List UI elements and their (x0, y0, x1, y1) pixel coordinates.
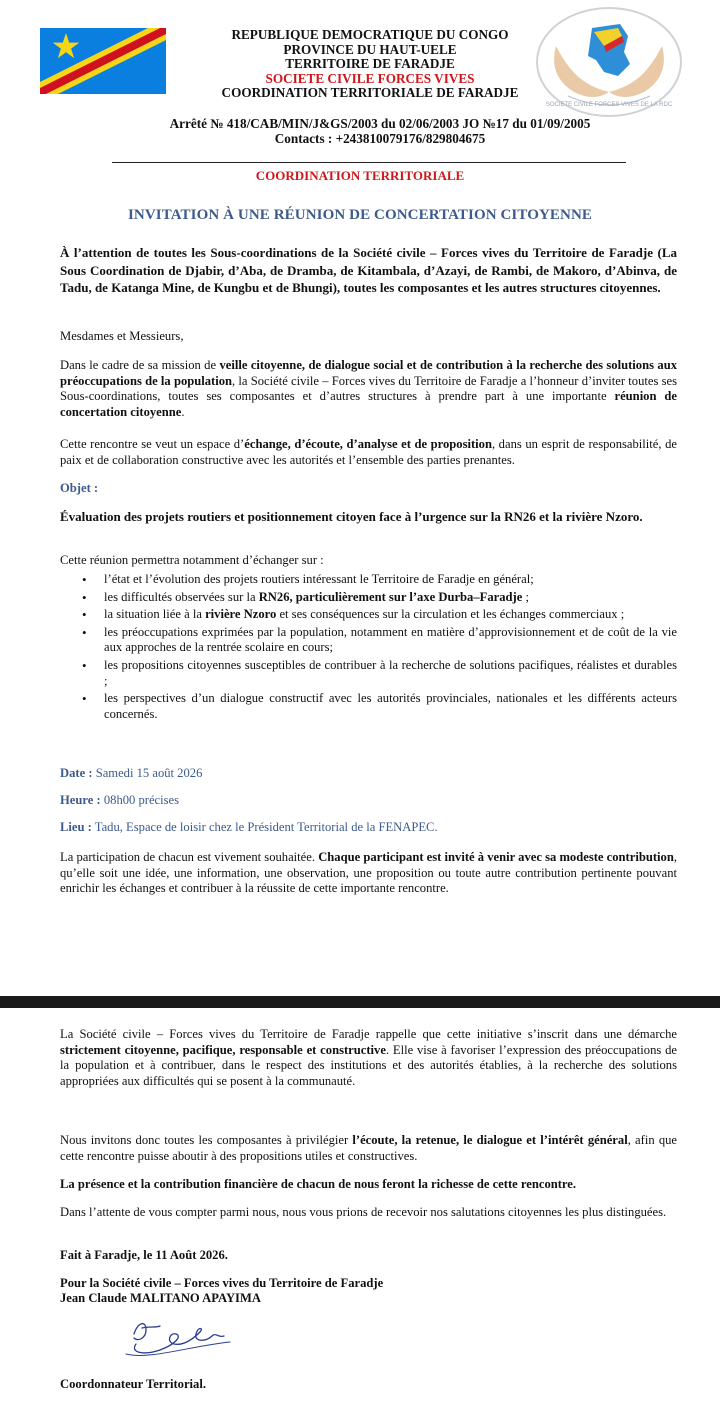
intro-paragraph: Dans le cadre de sa mission de veille citoyenne, de dialogue social et de contribution à la recherche des solutions aux préoccupations de la population, la Société civile – Forces vives du Territoire de Faradje a l’honneur d’inviter toutes ses Sous-coordinations, toutes ses composantes et d’autres structures à prendre part à une importante réunion de concertation citoyenne. (60, 358, 678, 419)
list-item: • les difficultés observées sur la RN26, particulièrement sur l’axe Durba–Faradje ; (60, 590, 677, 606)
presence-statement: La présence et la contribution financière de chacun de nous feront la richesse de cette rencontre. (60, 1177, 577, 1191)
contacts: Contacts : +243810079176/829804675 (274, 130, 486, 146)
place-date: Fait à Faradje, le 11 Août 2026. (60, 1248, 228, 1262)
header-divider (112, 162, 626, 163)
time-line: Heure : 08h00 précises (60, 793, 180, 807)
invite-paragraph: Nous invitons donc toutes les composantes à privilégier l’écoute, la retenue, le dialogue et l’intérêt général, afin que cette rencontre puisse aboutir à des propositions utiles et constructives. (60, 1133, 678, 1163)
purpose-paragraph: Cette rencontre se veut un espace d’échange, d’écoute, d’analyse et de proposition, dans un esprit de responsabilité, de paix et de collaboration constructive avec les autorités et l’ensemble des parties prenantes. (60, 437, 677, 467)
decree-reference: Arrêté № 418/CAB/MIN/J&GS/2003 du 02/06/2003 JO №17 du 01/09/2005 (169, 116, 591, 131)
country-name: REPUBLIQUE DEMOCRATIQUE DU CONGO (231, 27, 509, 42)
reminder-paragraph: La Société civile – Forces vives du Territoire de Faradje rappelle que cette initiative s’inscrit dans une démarche strictement citoyenne, pacifique, responsable et constructive. Elle vise à favoriser l’expression des préoccupations de la population et à contribuer, dans le respect des institutions et des autorités établies, à la recherche des solutions appropriées aux difficultés qui se posent à la communauté. (60, 1027, 677, 1088)
list-item: • les préoccupations exprimées par la population, notamment en matière d’approvisionnement et de coût de la vie aux approches de la rentrée scolaire en cours; (60, 625, 677, 656)
location-line: Lieu : Tadu, Espace de loisir chez le Président Territorial de la FENAPEC. (60, 820, 438, 834)
organization-name: SOCIETE CIVILE FORCES VIVES (265, 70, 475, 86)
signatory-title: Coordonnateur Territorial. (60, 1377, 206, 1391)
discussion-intro: Cette réunion permettra notamment d’échanger sur : (60, 553, 324, 567)
territory-name: TERRITOIRE DE FARADJE (285, 56, 455, 72)
signatory-block (60, 1276, 677, 1305)
salutation: Mesdames et Messieurs, (60, 329, 184, 343)
logo-text: SOCIETE CIVILE FORCES VIVES DE LA RDC (545, 102, 673, 108)
signatory-organization: Pour la Société civile – Forces vives du Territoire de Faradje (60, 1276, 384, 1290)
signatory-name: Jean Claude MALITANO APAYIMA (60, 1290, 261, 1305)
list-item: • les perspectives d’un dialogue constructif avec les autorités provinciales, nationales et les différents acteurs concernés. (60, 691, 677, 722)
participation-paragraph: La participation de chacun est vivement souhaitée. Chaque participant est invité à venir avec sa modeste contribution, qu’elle soit une idée, une information, une observation, une proposition ou toute autre contribution pertinente pouvant enrichir les échanges et contribuer à la réussite de cette importante rencontre. (60, 850, 678, 896)
list-item: • les propositions citoyennes susceptibles de contribuer à la recherche de solutions pacifiques, réalistes et durables ; (60, 658, 677, 689)
objet-label: Objet : (60, 481, 99, 495)
attention-paragraph: À l’attention de toutes les Sous-coordinations de la Société civile – Forces vives du Territoire de Faradje (La Sous Coordination de Djabir, d’Aba, de Dramba, de Kitambala, d’Azayi, de Rambi, de Makoro, d’Abinva, de Tadu, de Katanga Mine, de Kungbu et de Bhungi), toutes les composantes et les autres structures citoyennes. (60, 245, 677, 296)
coordination-name: COORDINATION TERRITORIALE DE FARADJE (221, 85, 519, 101)
discussion-list (60, 572, 677, 724)
list-item: • la situation liée à la rivière Nzoro et ses conséquences sur la circulation et les échanges commerciaux ; (60, 607, 677, 623)
list-item: • l’état et l’évolution des projets routiers intéressant le Territoire de Faradje en général; (60, 572, 677, 588)
date-line: Date : Samedi 15 août 2026 (60, 766, 203, 780)
decree-block (120, 117, 640, 146)
province-name: PROVINCE DU HAUT-UELE (283, 41, 457, 57)
document-title: INVITATION À UNE RÉUNION DE CONCERTATION CITOYENNE (128, 207, 592, 223)
section-label: COORDINATION TERRITORIALE (255, 168, 465, 183)
letterhead (110, 28, 630, 101)
handwritten-signature-icon (120, 1316, 240, 1364)
closing-paragraph: Dans l’attente de vous compter parmi nous, nous vous prions de recevoir nos salutations citoyennes les plus distinguées. (60, 1205, 667, 1219)
objet-text: Évaluation des projets routiers et positionnement citoyen face à l’urgence sur la RN26 et la rivière Nzoro. (60, 509, 643, 524)
page-separator (0, 996, 720, 1008)
